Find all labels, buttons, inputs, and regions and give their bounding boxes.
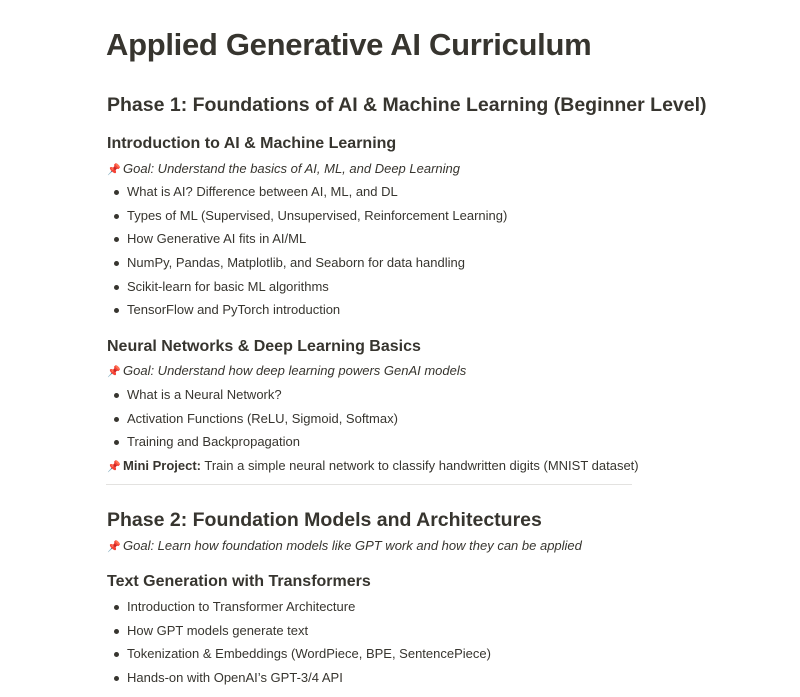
- text-generation-list: [106, 598, 491, 693]
- phase-2-heading: Phase 2: Foundation Models and Architectures: [107, 509, 542, 531]
- neural-networks-list: [106, 386, 398, 457]
- goal-text: Goal: Understand how deep learning powers GenAI models: [123, 363, 467, 378]
- pushpin-icon: 📌: [107, 164, 121, 176]
- goal-callout: [107, 160, 460, 179]
- list-item: Tokenization & Embeddings (WordPiece, BPE, SentencePiece): [106, 645, 491, 669]
- goal-text: Goal: Understand the basics of AI, ML, and Deep Learning: [123, 161, 460, 176]
- list-item: Types of ML (Supervised, Unsupervised, Reinforcement Learning): [106, 207, 507, 231]
- divider: [106, 484, 632, 485]
- mini-project-text: Train a simple neural network to classify handwritten digits (MNIST dataset): [201, 458, 639, 473]
- list-item: TensorFlow and PyTorch introduction: [106, 301, 507, 325]
- list-item: How GPT models generate text: [106, 622, 491, 646]
- section-neural-networks-heading: Neural Networks & Deep Learning Basics: [107, 338, 421, 355]
- list-item: NumPy, Pandas, Matplotlib, and Seaborn for data handling: [106, 254, 507, 278]
- pushpin-icon: 📌: [107, 366, 121, 378]
- goal-text: Goal: Learn how foundation models like GPT work and how they can be applied: [123, 538, 582, 553]
- goal-callout: [107, 537, 582, 556]
- intro-ai-list: [106, 183, 507, 325]
- pushpin-icon: 📌: [107, 461, 121, 473]
- mini-project-label: Mini Project:: [123, 458, 202, 473]
- list-item: What is a Neural Network?: [106, 386, 398, 410]
- list-item: What is AI? Difference between AI, ML, and DL: [106, 183, 507, 207]
- list-item: Scikit-learn for basic ML algorithms: [106, 278, 507, 302]
- section-intro-ai-heading: Introduction to AI & Machine Learning: [107, 135, 397, 152]
- list-item: Hands-on with OpenAI’s GPT-3/4 API: [106, 669, 491, 693]
- section-text-generation-heading: Text Generation with Transformers: [107, 573, 371, 590]
- list-item: Activation Functions (ReLU, Sigmoid, Softmax): [106, 410, 398, 434]
- page-title: Applied Generative AI Curriculum: [106, 27, 592, 62]
- list-item: Training and Backpropagation: [106, 433, 398, 457]
- pushpin-icon: 📌: [107, 541, 121, 553]
- list-item: How Generative AI fits in AI/ML: [106, 230, 507, 254]
- mini-project-callout: [107, 457, 639, 476]
- goal-callout: [107, 362, 466, 381]
- phase-1-heading: Phase 1: Foundations of AI & Machine Learning (Beginner Level): [107, 94, 707, 116]
- list-item: Introduction to Transformer Architecture: [106, 598, 491, 622]
